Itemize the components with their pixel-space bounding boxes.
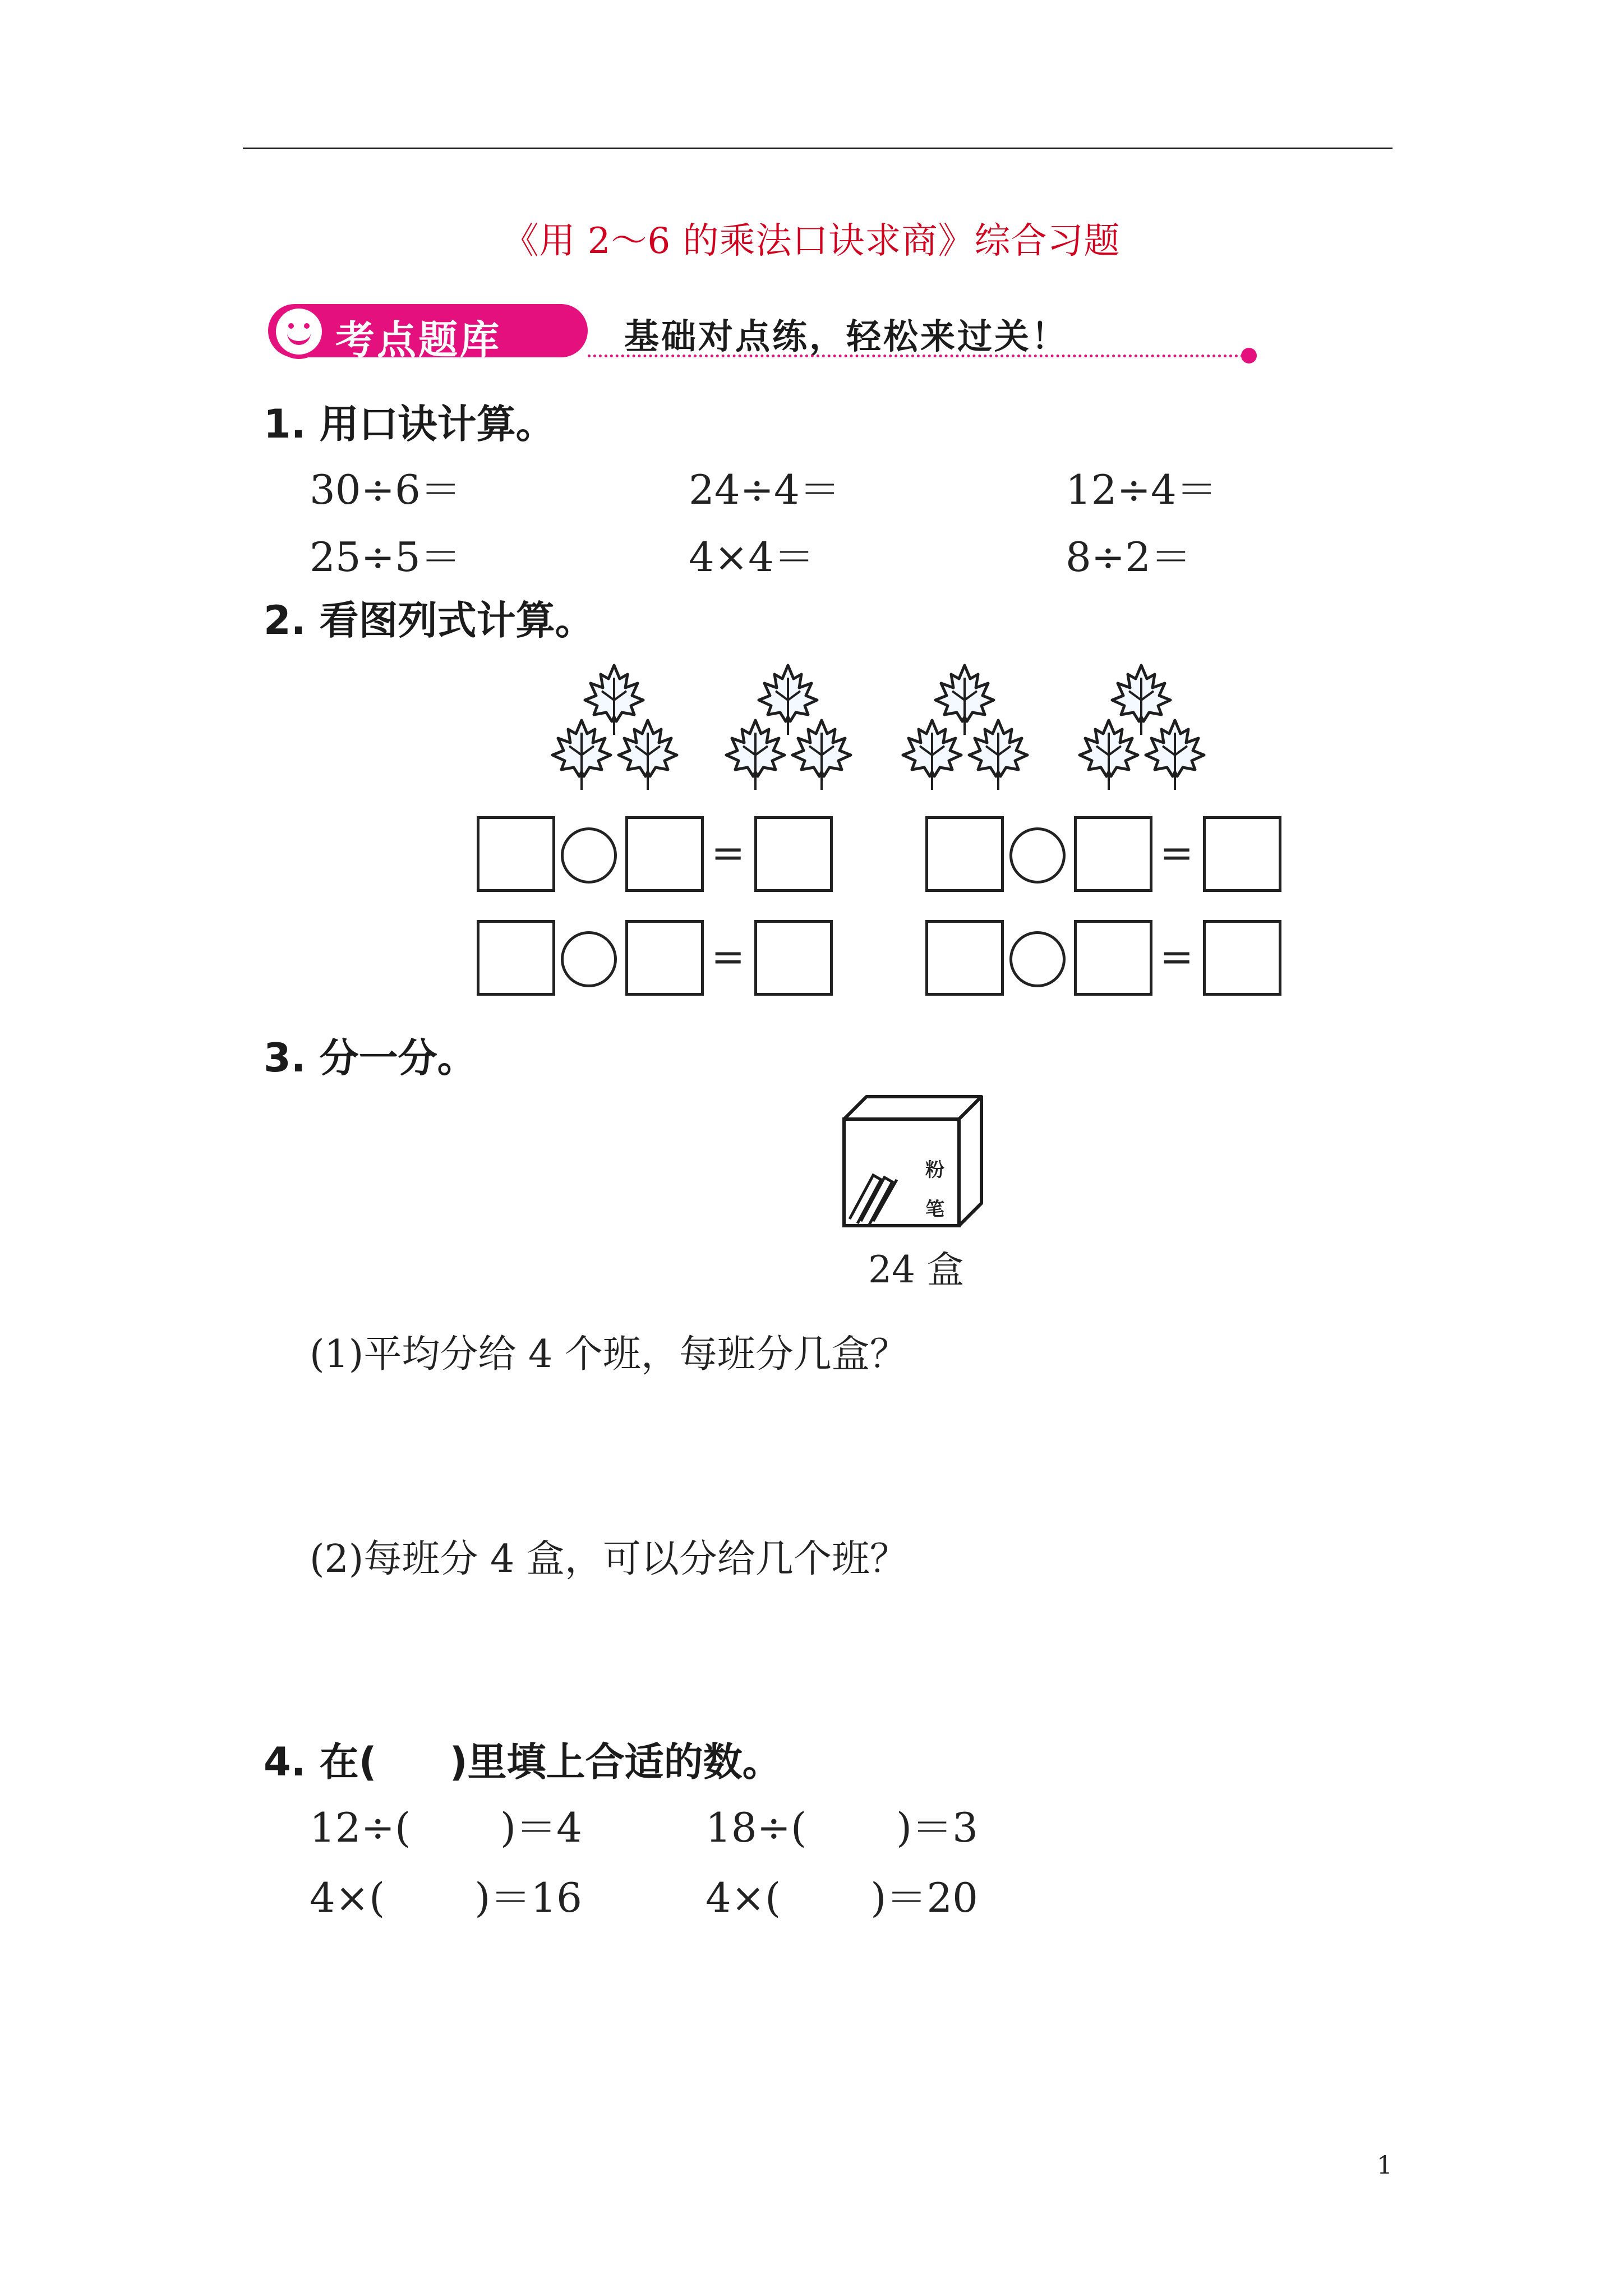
equals-sign: = <box>711 829 745 876</box>
q3-subquestion-1: (1)平均分给 4 个班，每班分几盒？ <box>310 1332 908 1377</box>
answer-box[interactable] <box>925 920 1004 996</box>
page-number: 1 <box>1377 2151 1393 2180</box>
operator-circle[interactable] <box>1009 931 1066 987</box>
answer-box[interactable] <box>1074 920 1152 996</box>
q4-expression: 12÷( )＝4 <box>310 1804 582 1851</box>
q1-expression: 24÷4＝ <box>689 466 840 513</box>
dotted-divider-end <box>1241 348 1257 364</box>
q1-expression: 4×4＝ <box>689 533 814 581</box>
question-1-heading: 1. 用口诀计算。 <box>264 401 555 447</box>
banner-label: 考点题库 <box>335 317 501 363</box>
leaf-group <box>552 665 677 790</box>
question-4-heading: 4. 在( )里填上合适的数。 <box>264 1739 782 1785</box>
leaf-group <box>726 665 851 790</box>
dotted-divider <box>588 355 1244 357</box>
leaf-group <box>903 665 1027 790</box>
equals-sign: = <box>1160 933 1194 980</box>
answer-box[interactable] <box>477 816 555 892</box>
q1-expression: 30÷6＝ <box>310 466 461 513</box>
operator-circle[interactable] <box>561 827 617 884</box>
q4-expression: 18÷( )＝3 <box>706 1804 978 1851</box>
q4-expression: 4×( )＝20 <box>706 1874 978 1921</box>
operator-circle[interactable] <box>561 931 617 987</box>
header-rule <box>243 148 1393 149</box>
equals-sign: = <box>1160 829 1194 876</box>
chalk-box-label: 粉 <box>925 1159 944 1181</box>
q3-subquestion-2: (2)每班分 4 盒，可以分给几个班？ <box>310 1537 908 1581</box>
section-banner <box>268 298 1255 363</box>
answer-box[interactable] <box>1203 816 1281 892</box>
smiley-icon <box>271 304 326 359</box>
question-3-heading: 3. 分一分。 <box>264 1035 477 1081</box>
banner-tagline: 基础对点练，轻松来过关！ <box>624 316 1069 357</box>
chalk-box-caption: 24 盒 <box>868 1248 964 1291</box>
banner-pill <box>268 304 588 363</box>
q1-expression: 8÷2＝ <box>1066 533 1191 581</box>
answer-box[interactable] <box>754 920 833 996</box>
question-2-heading: 2. 看图列式计算。 <box>264 597 594 643</box>
document-title: 《用 2～6 的乘法口诀求商》综合习题 <box>502 220 1121 262</box>
equals-sign: = <box>711 933 745 980</box>
operator-circle[interactable] <box>1009 827 1066 884</box>
answer-box[interactable] <box>925 816 1004 892</box>
sparkle-icon: ✳ <box>543 301 580 351</box>
answer-box[interactable] <box>625 920 704 996</box>
answer-box[interactable] <box>1074 816 1152 892</box>
q4-expression: 4×( )＝16 <box>310 1874 582 1921</box>
q1-expression: 25÷5＝ <box>310 533 461 581</box>
maple-leaves-illustration <box>522 656 1228 802</box>
chalk-box-label: 笔 <box>925 1198 944 1221</box>
answer-box[interactable] <box>754 816 833 892</box>
leaf-group <box>1080 665 1204 790</box>
answer-box[interactable] <box>477 920 555 996</box>
answer-box[interactable] <box>1203 920 1281 996</box>
answer-box[interactable] <box>625 816 704 892</box>
q1-expression: 12÷4＝ <box>1066 466 1217 513</box>
chalk-box-icon <box>838 1091 990 1234</box>
